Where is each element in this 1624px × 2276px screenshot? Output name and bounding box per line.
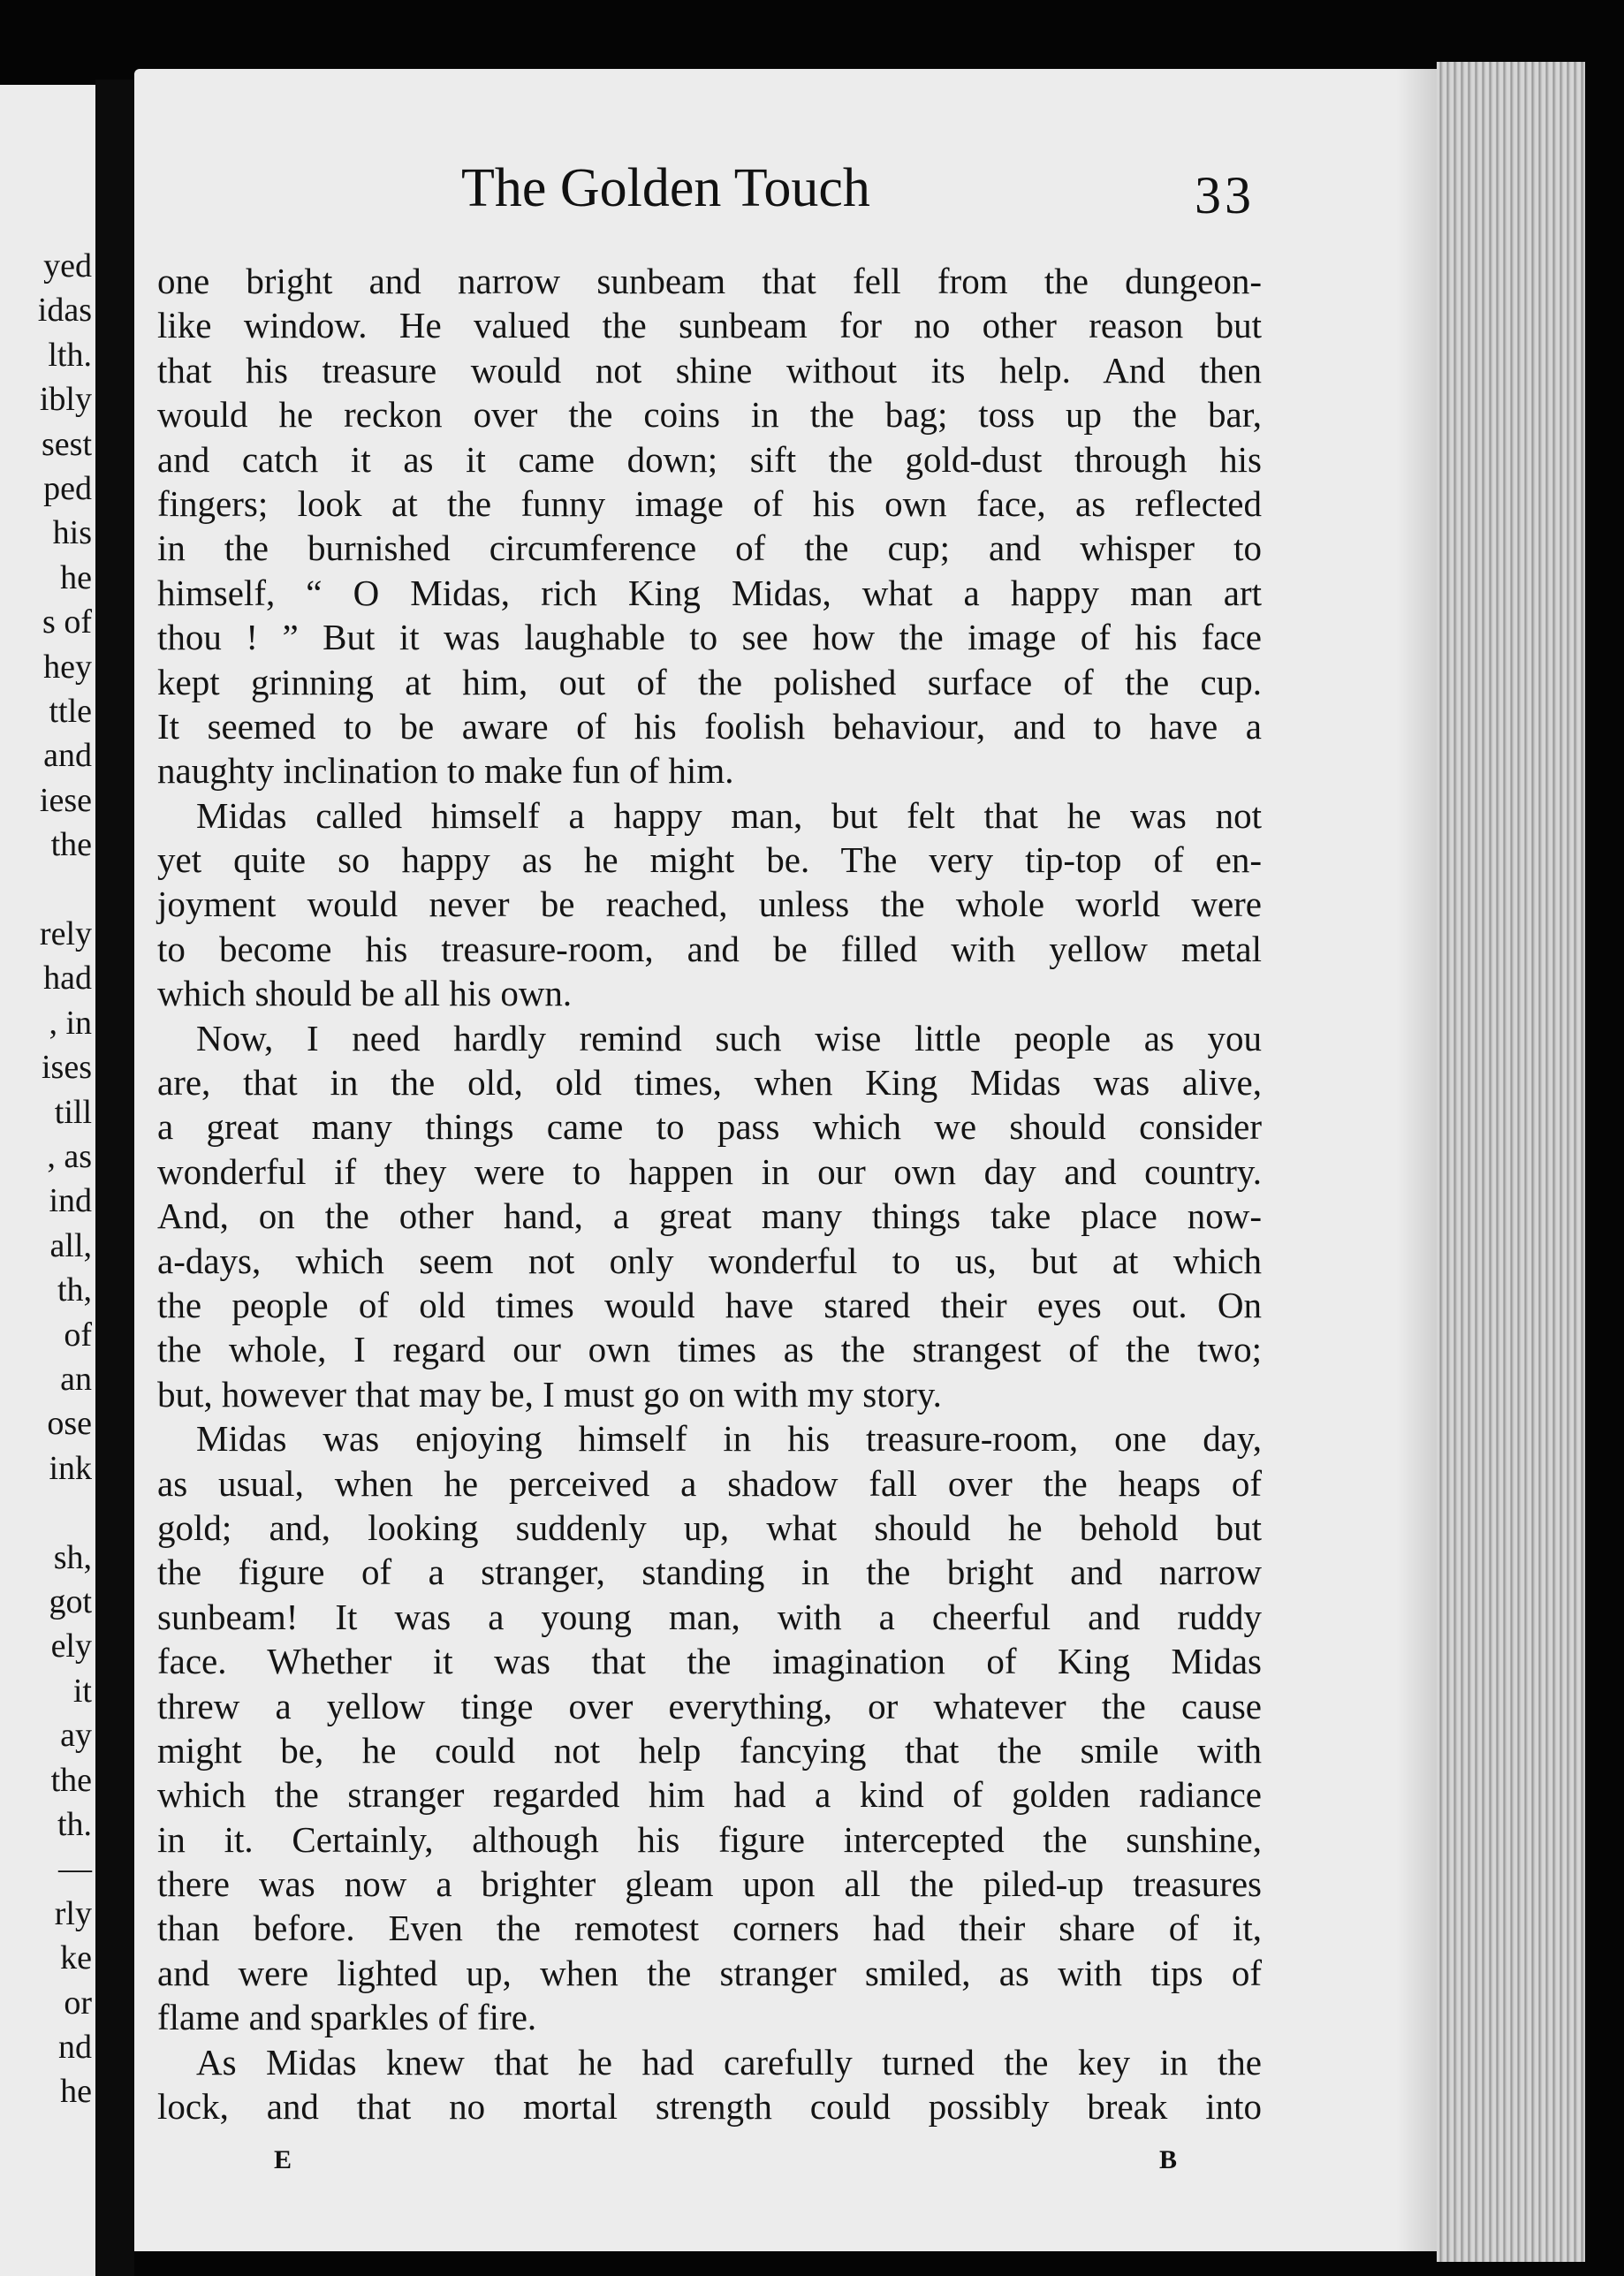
text-line: fingers; look at the funny image of his own face, as reflected [157,482,1262,524]
text-line: himself, “ O Midas, rich King Midas, what a happy man art [157,572,1262,613]
page-edge-shade [1396,69,1437,2251]
left-page-fragment: ay [60,1717,92,1755]
text-line: a great many things came to pass which we should consider [157,1106,1262,1148]
text-line: which should be all his own. [157,973,573,1014]
text-line: the figure of a stranger, standing in the bright and narrow [157,1551,1262,1593]
text-line: It seemed to be aware of his foolish behaviour, and to have a [157,705,1262,747]
running-head-title: The Golden Touch [461,158,870,218]
left-page-fragment: nd [58,2029,92,2066]
text-line: like window. He valued the sunbeam for no other reason but [157,305,1262,346]
text-line: would he reckon over the coins in the bag; toss up the bar, [157,394,1262,436]
text-line: naughty inclination to make fun of him. [157,750,734,792]
left-page-fragment: — [58,1850,92,1888]
text-line: gold; and, looking suddenly up, what should he behold but [157,1506,1262,1548]
left-page-fragment: hey [43,648,92,686]
page-number: 33 [1195,166,1255,224]
page-edges-stack [1437,62,1585,2262]
left-page-fragment: , in [49,1004,92,1042]
left-page-fragment: till [54,1093,92,1131]
left-page-fragment: ises [42,1049,92,1087]
left-page-fragment: rly [54,1894,92,1932]
text-line: in it. Certainly, although his figure intercepted the sunshine, [157,1818,1262,1860]
text-line: As Midas knew that he had carefully turned the key in the [196,2041,1262,2083]
left-page-fragment: an [60,1361,92,1398]
signature-mark-right: B [1159,2145,1178,2174]
text-line: but, however that may be, I must go on with my story. [157,1373,942,1415]
left-page-fragment: th. [57,1806,92,1843]
left-page-fragment: th, [57,1271,92,1309]
text-line: thou ! ” But it was laughable to see how the image of his face [157,617,1262,658]
left-page-fragment: iese [39,781,92,819]
signature-marks [134,2145,1437,2181]
text-line: joyment would never be reached, unless the whole world were [157,884,1262,925]
text-line: that his treasure would not shine without its help. And then [157,349,1262,391]
left-page-fragment: ink [49,1449,92,1487]
text-line: flame and sparkles of fire. [157,1997,537,2038]
text-line: than before. Even the remotest corners had their share of it, [157,1908,1262,1949]
left-page-fragment: ped [43,470,92,507]
facing-left-page [0,85,95,2276]
text-line: the people of old times would have stared their eyes out. On [157,1284,1262,1325]
text-line: wonderful if they were to happen in our own day and country. [157,1150,1262,1192]
left-page-fragment: ibly [39,381,92,419]
left-page-fragment: got [49,1583,92,1620]
left-page-fragment: ke [60,1939,92,1977]
left-page-fragment: the [50,1761,92,1799]
text-line: might be, he could not help fancying that the smile with [157,1729,1262,1771]
left-page-fragment: he [60,558,92,596]
text-line: are, that in the old, old times, when King Midas was alive, [157,1062,1262,1104]
signature-mark-left: E [274,2145,292,2174]
left-page-fragment: of [64,1316,92,1354]
left-page-fragment: he [60,2073,92,2111]
text-line: one bright and narrow sunbeam that fell from the dungeon- [157,261,1262,301]
text-line: And, on the other hand, a great many things take place now- [157,1195,1262,1237]
text-line: lock, and that no mortal strength could possibly break into [157,2086,1262,2128]
running-head [134,157,1437,224]
text-line: Midas called himself a happy man, but felt that he was not [196,794,1262,836]
left-page-fragment: sest [42,425,92,463]
text-line: and were lighted up, when the stranger smiled, as with tips of [157,1952,1262,1993]
book-gutter-shadow [95,80,134,2276]
left-page-fragment: had [43,960,92,998]
left-page-fragment: it [72,1672,92,1710]
text-line: Now, I need hardly remind such wise little people as you [196,1017,1262,1058]
left-page-fragment: or [64,1984,92,2022]
text-line: a-days, which seem not only wonderful to us, but at which [157,1240,1262,1281]
left-page-fragment: ind [49,1182,92,1220]
left-page-fragment: ttle [49,693,92,730]
text-line: and catch it as it came down; sift the gold-dust through his [157,438,1262,480]
left-page-fragment: sh, [53,1538,92,1576]
left-page-fragment: his [52,514,92,552]
left-page-fragment: , as [47,1138,92,1175]
text-line: yet quite so happy as he might be. The very tip-top of en- [157,839,1262,881]
left-page-fragment: yed [43,247,92,284]
text-line: which the stranger regarded him had a kind of golden radiance [157,1774,1262,1816]
text-line: threw a yellow tinge over everything, or whatever the cause [157,1685,1262,1726]
left-page-fragment: and [43,737,92,775]
text-line: sunbeam! It was a young man, with a cheerful and ruddy [157,1596,1262,1637]
left-page-fragment: all, [49,1226,92,1264]
left-page-fragment: ely [50,1627,92,1665]
text-line: in the burnished circumference of the cup; and whisper to [157,527,1262,569]
text-line: to become his treasure-room, and be filled with yellow metal [157,928,1262,969]
left-page-fragment: the [50,826,92,864]
left-page-fragment: rely [39,915,92,952]
text-line: the whole, I regard our own times as the strangest of the two; [157,1329,1262,1370]
left-page-fragment: idas [37,292,92,330]
text-line: face. Whether it was that the imagination of King Midas [157,1641,1262,1682]
left-page-fragment: lth. [48,336,92,374]
left-page-fragment: s of [42,603,92,641]
text-line: kept grinning at him, out of the polished surface of the cup. [157,661,1262,702]
body-text [157,259,1262,2128]
left-page-fragment: ose [47,1405,92,1443]
text-line: Midas was enjoying himself in his treasure-room, one day, [196,1418,1262,1460]
text-line: as usual, when he perceived a shadow fall over the heaps of [157,1462,1262,1504]
text-line: there was now a brighter gleam upon all the piled-up treasures [157,1863,1262,1905]
